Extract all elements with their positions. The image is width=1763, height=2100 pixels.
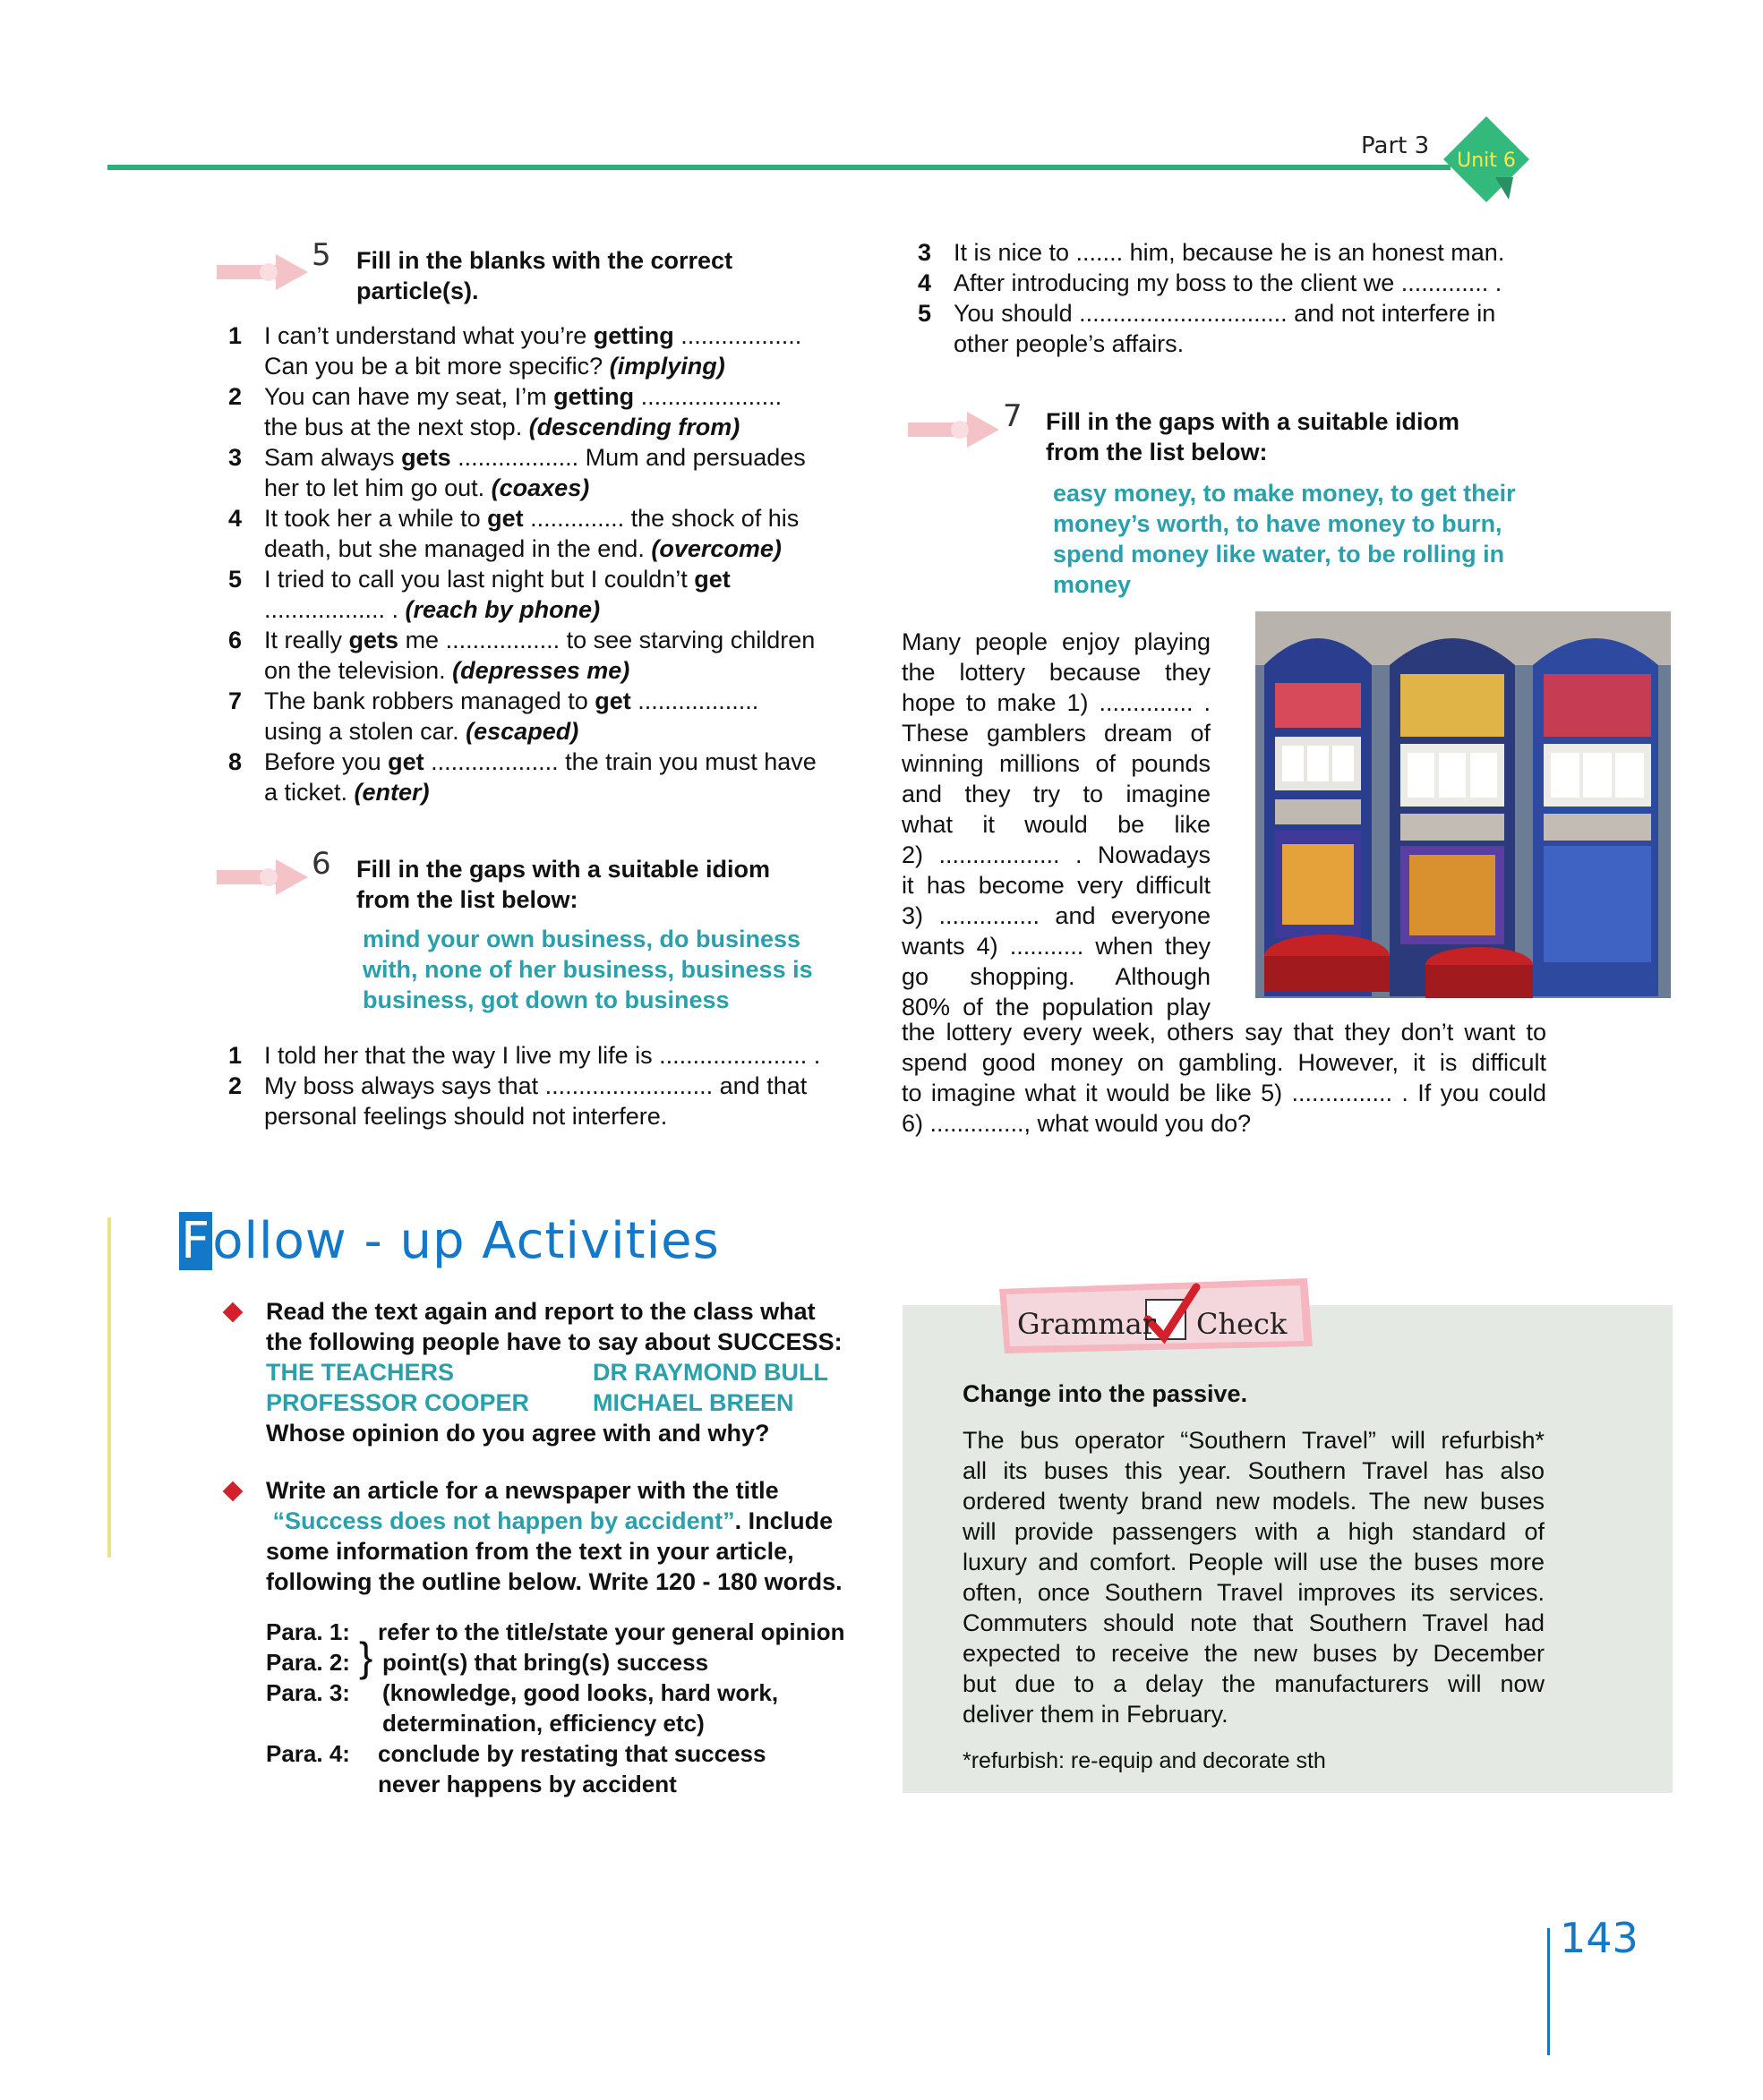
item-number: 3 [228,444,243,471]
grammar-check-tag [994,1269,1316,1359]
item-line [264,473,855,503]
follow-up-activity-1: Read the text again and report to the class what the following people have to say about SUCCESS: THE TEACHERS DR RAYMOND BULL PROFESSOR COOPER MICHAEL BREEN Whose opinion do you agree with and why? [266,1298,843,1447]
item-line [264,351,855,381]
phrasal-verb: gets [401,444,451,471]
exercise-7-idiom-list: easy money, to make money, to get their money’s worth, to have money to burn, spend money like water, to be rolling in money [1053,480,1516,598]
person-the-teachers: THE TEACHERS [266,1359,455,1386]
passage-line: hope to make 1) .............. . [902,689,1211,716]
person-michael-breen: MICHAEL BREEN [593,1389,794,1416]
passage-line: Many people enjoy playing [902,628,1211,655]
passage-line: 80% of the population play [902,994,1211,1020]
item-line [264,503,855,534]
phrasal-verb: getting [593,322,674,349]
exercise-5-item [228,686,855,747]
passage-line: winning millions of pounds [902,750,1211,777]
header-rule [107,165,1451,170]
item-number: 4 [918,269,932,296]
item-text: the bus at the next stop. [264,414,529,440]
item-line [264,564,855,594]
exercise-5-title: Fill in the blanks with the correct particle(s). [356,247,733,304]
exercise-6-title: Fill in the gaps with a suitable idiom from the list below: [356,856,771,913]
item-number: 7 [228,687,243,714]
item-number: 1 [228,322,243,349]
item-text: Sam always [264,444,402,471]
item-line [264,716,855,747]
item-line [264,320,855,351]
item-hint: (depresses me) [452,657,630,684]
passage-line: deliver them in February. [963,1701,1228,1728]
item-text: .................. Mum and persuades [450,444,806,471]
follow-up-activity-2: Write an article for a newspaper with the title “Success does not happen by accident”. Include some information from the text in your article, following the outline below. Write 120 - 180 words. [266,1477,843,1595]
item-text: me ................. to see starving children [398,627,816,653]
item-number: 2 [228,383,243,410]
item-line [264,777,855,807]
item-text: .................. . [264,596,406,623]
exercise-5-number: 5 [312,237,331,273]
item-line: My boss always says that ......................... and that [264,1072,808,1099]
item-text: It took her a while to [264,505,488,532]
follow-up-margin-bar [107,1217,111,1558]
exercise-6-idiom-list: mind your own business, do business with, none of her business, business is business, got down to business [363,926,813,1013]
item-hint: (overcome) [651,535,782,562]
item-text: death, but she managed in the end. [264,535,652,562]
item-line: other people’s affairs. [954,330,1185,357]
item-line [264,534,855,564]
exercise-arrow-icon [213,247,312,297]
item-number: 5 [918,300,932,327]
item-line: It is nice to ....... him, because he is an honest man. [954,239,1505,266]
article-title: “Success does not happen by accident” [272,1507,735,1534]
passage-line: to imagine what it would be like 5) ............... . If you could [902,1080,1546,1106]
phrasal-verb: get [388,748,424,775]
item-line [264,686,855,716]
item-text: You can have my seat, I’m [264,383,554,410]
phrasal-verb: get [595,687,631,714]
passage-line: often, once Southern Travel improves its services. [963,1579,1545,1606]
passage-line: wants 4) ........... when they [902,933,1211,960]
item-text: I tried to call you last night but I couldn’t [264,566,695,593]
passage-line: ordered twenty brand new models. The new buses [963,1488,1545,1515]
exercise-7-title: Fill in the gaps with a suitable idiom from the list below: [1046,408,1460,465]
item-hint: (descending from) [528,414,740,440]
item-number: 5 [228,566,243,593]
item-hint: (escaped) [466,718,579,745]
item-text: Can you be a bit more specific? [264,353,610,380]
passage-line: go shopping. Although [902,963,1211,990]
exercise-5-item [228,503,855,564]
item-text: on the television. [264,657,453,684]
item-text: her to let him go out. [264,474,492,501]
item-line [264,412,855,442]
unit-badge [1442,115,1531,204]
exercise-5-item [228,320,855,381]
passage-line: These gamblers dream of [902,720,1211,747]
item-line: personal feelings should not interfere. [264,1103,668,1130]
passage-line: the lottery every week, others say that they don’t want to [902,1019,1546,1046]
page-number-rule [1547,1928,1550,2055]
item-text: a ticket. [264,779,355,806]
exercise-6-list-b [918,237,1562,359]
exercise-7-text-wide [902,1017,1546,1139]
svg-text:Check: Check [1196,1307,1288,1341]
passage-line: 2) .................. . Nowadays [902,841,1211,868]
passage-line: what it would be like [902,811,1211,838]
item-line [264,655,855,686]
passage-line: all its buses this year. Southern Travel has also [963,1457,1545,1484]
item-text: I can’t understand what you’re [264,322,594,349]
exercise-6-item [918,237,1562,268]
phrasal-verb: gets [348,627,399,653]
passage-line: 3) ............... and everyone [902,902,1211,929]
passage-line: but due to a delay the manufacturers will now [963,1670,1545,1697]
item-text: ..................... [634,383,783,410]
item-text: .................. [673,322,802,349]
phrasal-verb: get [487,505,524,532]
exercise-6-item [918,268,1562,298]
outline-brace: } [359,1634,373,1680]
person-dr-raymond-bull: DR RAYMOND BULL [593,1359,828,1386]
item-number: 3 [918,239,932,266]
item-line: After introducing my boss to the client we ............. . [954,269,1502,296]
exercise-6-list-a [228,1040,873,1131]
item-number: 2 [228,1072,243,1099]
exercise-5-item [228,625,855,686]
item-text: It really [264,627,349,653]
item-text: The bank robbers managed to [264,687,595,714]
slot-machines-photo [1255,611,1671,998]
passage-line: The bus operator “Southern Travel” will refurbish* [963,1427,1545,1454]
phrasal-verb: get [694,566,731,593]
exercise-6-number: 6 [312,846,331,882]
passage-line: 6) .............., what would you do? [902,1110,1252,1137]
exercise-6-item [228,1071,873,1131]
exercise-arrow-icon [904,405,1003,455]
item-hint: (reach by phone) [405,596,601,623]
item-hint: (implying) [609,353,725,380]
item-line: I told her that the way I live my life is ...................... . [264,1042,821,1069]
item-number: 1 [228,1042,243,1069]
exercise-5-item [228,442,855,503]
passage-line: will provide passengers with a high standard of [963,1518,1545,1545]
exercise-5-item [228,747,855,807]
grammar-passage [963,1425,1545,1729]
article-outline: Para. 1: refer to the title/state your general opinion Para. 2: point(s) that bring(s) success Para. 3: (knowledge, good looks, hard work, determination, efficiency etc) Para. 4: conclude by restating that success never happens by accident } [266,1618,845,1797]
item-text: .............. the shock of his [523,505,800,532]
item-line [264,594,855,625]
exercise-6-item [228,1040,873,1071]
grammar-footnote: *refurbish: re-equip and decorate sth [963,1748,1326,1773]
item-text: Before you [264,748,389,775]
passage-line: Commuters should note that Southern Travel had [963,1609,1545,1636]
item-number: 4 [228,505,243,532]
follow-up-heading: Follow - up Activities [181,1212,720,1270]
passage-line: the lottery because they [902,659,1211,686]
bullet-diamond-icon [223,1481,244,1502]
exercise-7-number: 7 [1003,398,1023,434]
person-professor-cooper: PROFESSOR COOPER [266,1389,530,1416]
exercise-5-item [228,564,855,625]
item-hint: (coaxes) [491,474,590,501]
bullet-diamond-icon [223,1302,244,1323]
svg-text:Grammar: Grammar [1017,1307,1156,1341]
part-label: Part 3 [1361,132,1430,159]
grammar-instruction: Change into the passive. [963,1380,1248,1407]
exercise-arrow-icon [213,852,312,902]
passage-line: spend good money on gambling. However, it is difficult [902,1049,1546,1076]
passage-line: luxury and comfort. People will use the buses more [963,1549,1545,1575]
exercise-6-item [918,298,1562,359]
item-line [264,381,855,412]
page-number: 143 [1560,1914,1639,1962]
item-line: You should ............................... and not interfere in [954,300,1496,327]
item-text: using a stolen car. [264,718,466,745]
item-number: 6 [228,627,243,653]
item-line [264,747,855,777]
exercise-5-item [228,381,855,442]
unit-label: Unit 6 [1457,149,1516,172]
exercise-7-text-narrow [902,627,1211,1022]
item-number: 8 [228,748,243,775]
passage-line: and they try to imagine [902,781,1211,807]
item-line [264,625,855,655]
item-text: ................... the train you must have [424,748,817,775]
exercise-5-list [228,320,855,807]
item-text: .................. [630,687,759,714]
phrasal-verb: getting [553,383,635,410]
item-line [264,442,855,473]
passage-line: it has become very difficult [902,872,1211,899]
passage-line: expected to receive the new buses by December [963,1640,1545,1667]
item-hint: (enter) [354,779,430,806]
